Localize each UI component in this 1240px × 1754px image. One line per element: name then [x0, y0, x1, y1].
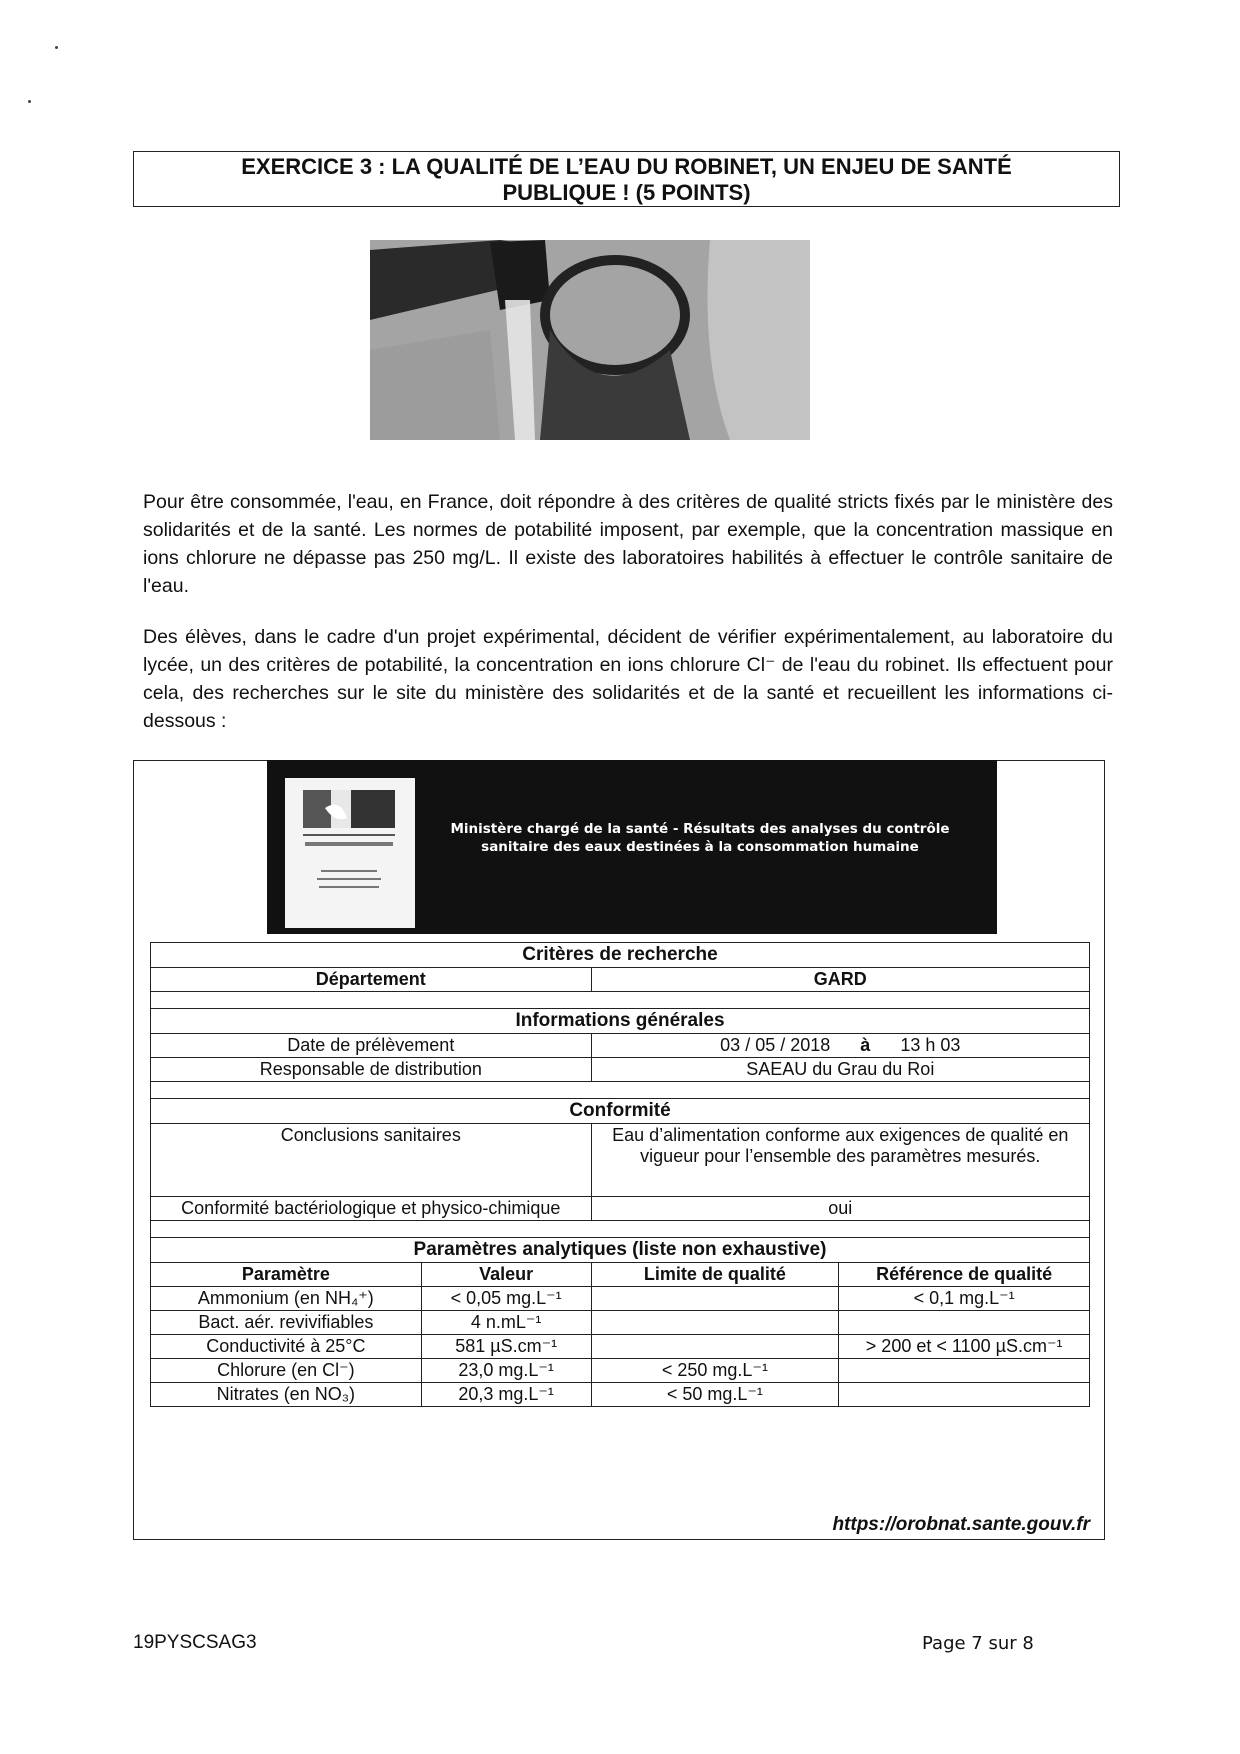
distributor-value: SAEAU du Grau du Roi: [591, 1058, 1089, 1082]
table-row: [151, 1359, 1090, 1383]
param-reference: < 0,1 mg.L⁻¹: [839, 1287, 1090, 1311]
banner-line-2: sanitaire des eaux destinées à la consommation humaine: [481, 839, 919, 855]
table-row: [151, 1287, 1090, 1311]
param-reference: [839, 1359, 1090, 1383]
scan-dot: [55, 46, 58, 49]
tap-water-photo: [370, 240, 810, 440]
param-value: 20,3 mg.L⁻¹: [421, 1383, 591, 1407]
param-name: Bact. aér. revivifiables: [151, 1311, 422, 1335]
param-name: Ammonium (en NH₄⁺): [151, 1287, 422, 1311]
sampling-time-value: 13 h 03: [900, 1035, 961, 1055]
analysis-results-table: [150, 942, 1090, 1407]
bacterio-conformity-label: Conformité bactériologique et physico-chimique: [151, 1197, 592, 1221]
sampling-date-cell: [591, 1034, 1089, 1058]
banner-line-1: Ministère chargé de la santé - Résultats des analyses du contrôle: [450, 821, 950, 837]
col-header-value: Valeur: [421, 1263, 591, 1287]
bacterio-conformity-value: oui: [591, 1197, 1089, 1221]
conformity-heading: Conformité: [151, 1099, 1090, 1124]
param-name: Chlorure (en Cl⁻): [151, 1359, 422, 1383]
param-reference: [839, 1383, 1090, 1407]
general-info-heading: Informations générales: [151, 1009, 1090, 1034]
param-limit: < 50 mg.L⁻¹: [591, 1383, 839, 1407]
sampling-date-label: Date de prélèvement: [151, 1034, 592, 1058]
param-limit: [591, 1335, 839, 1359]
param-limit: [591, 1311, 839, 1335]
table-row: [151, 1335, 1090, 1359]
col-header-limit: Limite de qualité: [591, 1263, 839, 1287]
param-reference: [839, 1311, 1090, 1335]
table-row: [151, 1383, 1090, 1407]
param-name: Nitrates (en NO₃): [151, 1383, 422, 1407]
intro-paragraph-1: Pour être consommée, l'eau, en France, doit répondre à des critères de qualité stricts fixés par le ministère des solidarités et de la santé. Les normes de potabilité imposent, par exemple, que la concentration massique en ions chlorure ne dépasse pas 250 mg/L. Il existe des laboratoires habilités à effectuer le contrôle sanitaire de l'eau.: [143, 491, 1113, 597]
param-value: < 0,05 mg.L⁻¹: [421, 1287, 591, 1311]
param-value: 23,0 mg.L⁻¹: [421, 1359, 591, 1383]
col-header-parameter: Paramètre: [151, 1263, 422, 1287]
source-link[interactable]: https://orobnat.sante.gouv.fr: [832, 1514, 1090, 1535]
spacer-row: [151, 992, 1090, 1009]
sanitary-conclusions-value: Eau d’alimentation conforme aux exigences de qualité en vigueur pour l’ensemble des paramètres mesurés.: [591, 1124, 1089, 1197]
table-row: [151, 1311, 1090, 1335]
param-value: 4 n.mL⁻¹: [421, 1311, 591, 1335]
param-limit: [591, 1287, 839, 1311]
criteria-heading: Critères de recherche: [151, 943, 1090, 968]
params-heading: Paramètres analytiques (liste non exhaustive): [151, 1238, 1090, 1263]
intro-paragraph-2: Des élèves, dans le cadre d'un projet expérimental, décident de vérifier expérimentalement, au laboratoire du lycée, un des critères de potabilité, la concentration en ions chlorure Cl⁻ de l'eau du robinet. Ils effectuent pour cela, des recherches sur le site du ministère des solidarités et de la santé et recueillent les informations ci-dessous :: [143, 626, 1113, 732]
col-header-reference: Référence de qualité: [839, 1263, 1090, 1287]
param-reference: > 200 et < 1100 µS.cm⁻¹: [839, 1335, 1090, 1359]
param-value: 581 µS.cm⁻¹: [421, 1335, 591, 1359]
spacer-row: [151, 1082, 1090, 1099]
scan-dot: [28, 100, 31, 103]
param-name: Conductivité à 25°C: [151, 1335, 422, 1359]
sampling-date-separator: à: [860, 1035, 871, 1055]
sanitary-conclusions-label: Conclusions sanitaires: [151, 1124, 592, 1197]
sampling-date-value: 03 / 05 / 2018: [720, 1035, 831, 1055]
banner-title: [440, 820, 960, 856]
department-label: Département: [151, 968, 592, 992]
page-number: Page 7 sur 8: [922, 1633, 1034, 1654]
title-line-1: EXERCICE 3 : LA QUALITÉ DE L’EAU DU ROBINET, UN ENJEU DE SANTÉ: [241, 154, 1012, 179]
spacer-row: [151, 1221, 1090, 1238]
param-limit: < 250 mg.L⁻¹: [591, 1359, 839, 1383]
title-line-2: PUBLIQUE ! (5 POINTS): [502, 180, 751, 205]
republique-francaise-logo: [285, 778, 415, 928]
distributor-label: Responsable de distribution: [151, 1058, 592, 1082]
department-value: GARD: [591, 968, 1089, 992]
exercise-title: [133, 151, 1120, 207]
document-code: 19PYSCSAG3: [133, 1632, 257, 1653]
